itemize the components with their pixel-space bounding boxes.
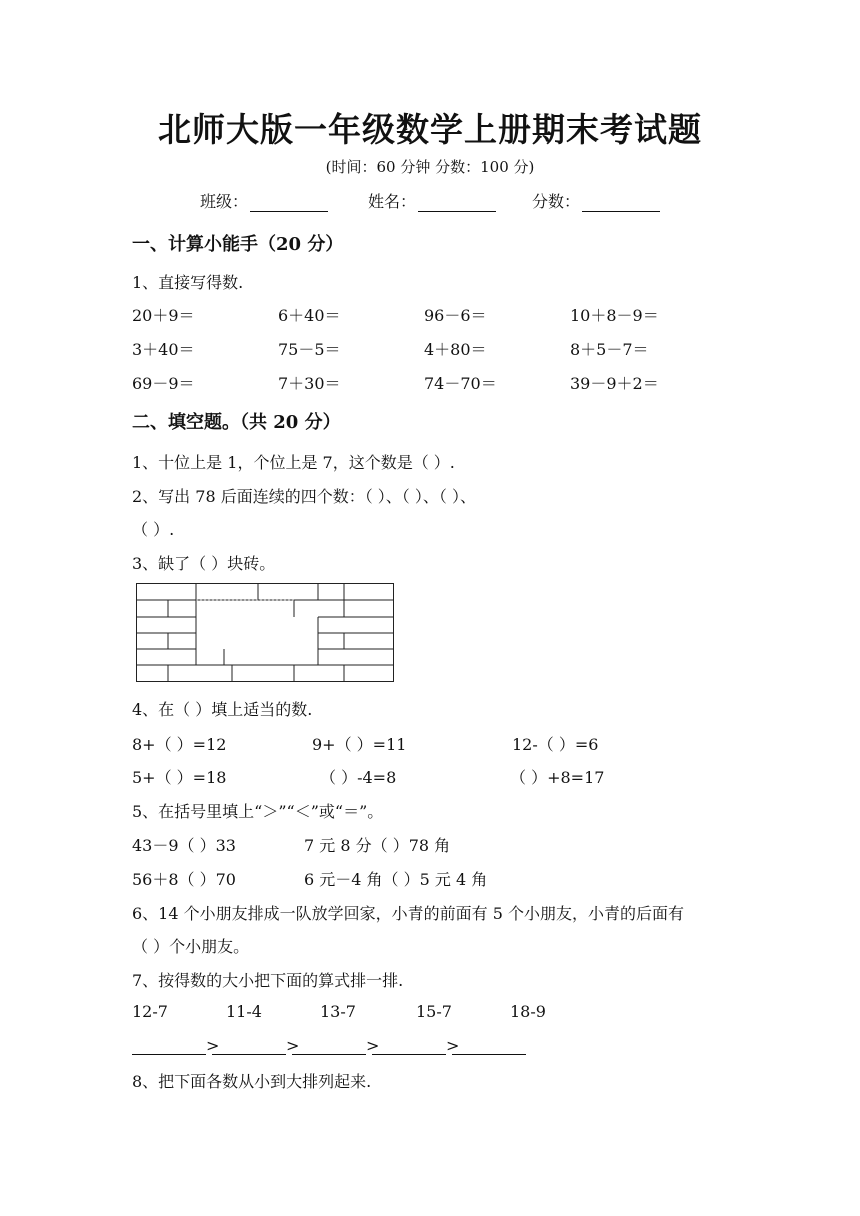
expr-item: 13-7 <box>320 1002 356 1021</box>
compare-item: 6 元－4 角（ ）5 元 4 角 <box>304 870 488 889</box>
exam-info: (时间：60 分钟 分数：100 分) <box>325 158 535 176</box>
answer-blank[interactable] <box>452 1038 526 1055</box>
score-blank[interactable] <box>582 195 660 212</box>
greater-than: > <box>206 1036 220 1055</box>
section2-q1: 1、十位上是 1，个位上是 7，这个数是（ ）. <box>132 453 455 472</box>
answer-blank[interactable] <box>292 1038 366 1055</box>
expr-item: 11-4 <box>226 1002 262 1021</box>
calc-item: 3＋40＝ <box>132 340 195 359</box>
calc-item: 10＋8－9＝ <box>570 306 659 325</box>
class-field <box>200 189 328 212</box>
section2-q4: 4、在（ ）填上适当的数. <box>132 700 313 719</box>
class-blank[interactable] <box>250 195 328 212</box>
compare-item: 43－9（ ）33 <box>132 836 236 855</box>
score-field <box>532 189 660 212</box>
greater-than: > <box>286 1036 300 1055</box>
section1-q1: 1、直接写得数. <box>132 273 244 292</box>
calc-item: 74－70＝ <box>424 374 497 393</box>
greater-than: > <box>446 1036 460 1055</box>
expr-item: 15-7 <box>416 1002 452 1021</box>
calc-item: 75－5＝ <box>278 340 341 359</box>
calc-item: 20＋9＝ <box>132 306 195 325</box>
section2-heading: 二、填空题。（共 20 分） <box>132 412 341 433</box>
name-label: 姓名： <box>368 192 417 211</box>
fill-item: 12-（ ）=6 <box>512 735 599 754</box>
fill-item: （ ）+8=17 <box>510 768 605 787</box>
fill-item: 5+（ ）=18 <box>132 768 227 787</box>
calc-item: 4＋80＝ <box>424 340 487 359</box>
section2-q6: 6、14 个小朋友排成一队放学回家，小青的前面有 5 个小朋友，小青的后面有 <box>132 904 684 923</box>
score-label: 分数： <box>532 192 581 211</box>
calc-item: 39－9＋2＝ <box>570 374 659 393</box>
fill-item: 9+（ ）=11 <box>312 735 407 754</box>
calc-item: 7＋30＝ <box>278 374 341 393</box>
compare-item: 7 元 8 分（ ）78 角 <box>304 836 451 855</box>
class-label: 班级： <box>200 192 249 211</box>
greater-than: > <box>366 1036 380 1055</box>
expr-item: 12-7 <box>132 1002 168 1021</box>
section2-q6-cont: （ ）个小朋友。 <box>132 937 250 956</box>
compare-item: 56＋8（ ）70 <box>132 870 236 889</box>
section2-q2-cont: （ ）. <box>132 520 175 539</box>
section2-q7: 7、按得数的大小把下面的算式排一排. <box>132 971 404 990</box>
calc-item: 6＋40＝ <box>278 306 341 325</box>
name-field <box>368 189 496 212</box>
answer-blank[interactable] <box>132 1038 206 1055</box>
fill-item: （ ）-4=8 <box>320 768 397 787</box>
brick-wall-figure <box>136 583 396 683</box>
page-title: 北师大版一年级数学上册期末考试题 <box>158 110 702 149</box>
section2-q5: 5、在括号里填上“＞”“＜”或“＝”。 <box>132 802 384 821</box>
expr-item: 18-9 <box>510 1002 546 1021</box>
calc-item: 69－9＝ <box>132 374 195 393</box>
section2-q8: 8、把下面各数从小到大排列起来. <box>132 1072 372 1091</box>
answer-blank[interactable] <box>212 1038 286 1055</box>
name-blank[interactable] <box>418 195 496 212</box>
section2-q2: 2、写出 78 后面连续的四个数：（ ）、（ ）、（ ）、 <box>132 487 476 506</box>
sort-answer-line <box>132 1036 526 1055</box>
section2-q3: 3、缺了（ ）块砖。 <box>132 554 276 573</box>
calc-item: 8＋5－7＝ <box>570 340 649 359</box>
answer-blank[interactable] <box>372 1038 446 1055</box>
section1-heading: 一、计算小能手（20 分） <box>132 234 344 255</box>
fill-item: 8+（ ）=12 <box>132 735 227 754</box>
calc-item: 96－6＝ <box>424 306 487 325</box>
